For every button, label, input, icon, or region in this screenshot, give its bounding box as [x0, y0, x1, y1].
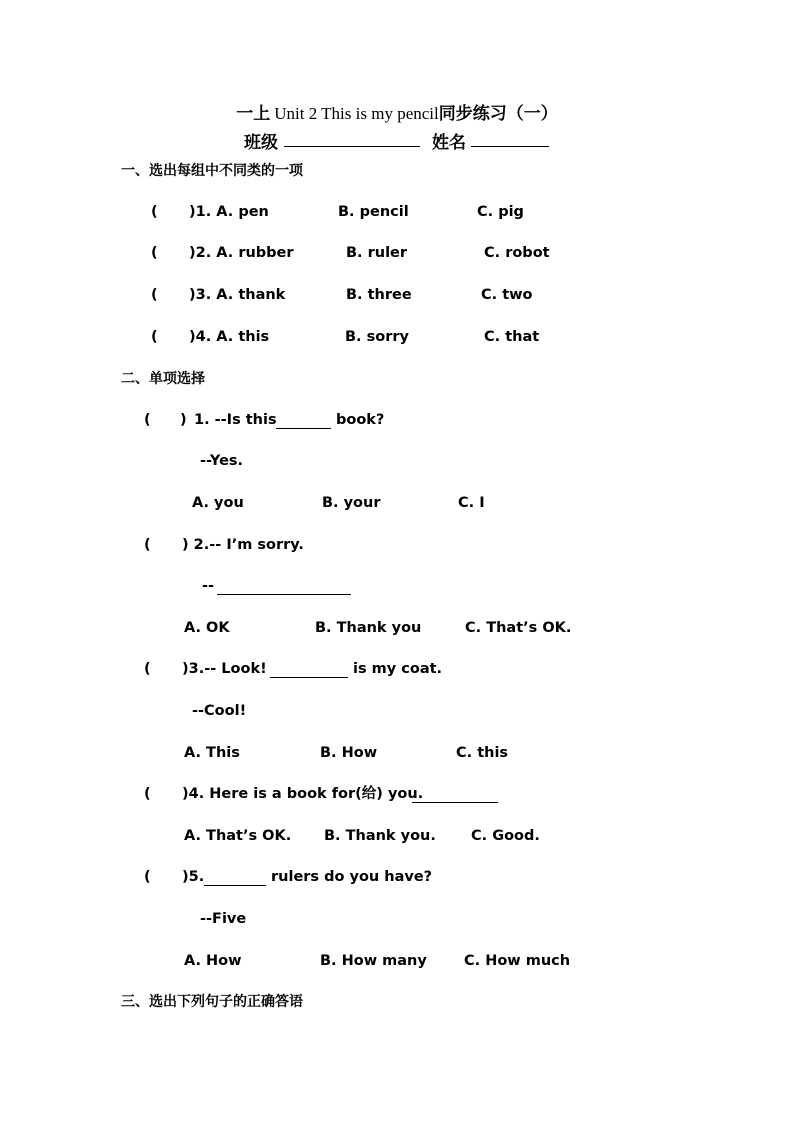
answer-paren: ( — [144, 537, 151, 553]
question-text-end: book? — [336, 412, 385, 428]
name-blank — [471, 146, 549, 147]
question-text: ) 2.-- I’m sorry. — [182, 537, 304, 553]
option-a: A. How — [184, 953, 242, 969]
title-prefix: 一上 — [236, 104, 271, 124]
option-a: )2. A. rubber — [189, 245, 294, 261]
option-c: C. Good. — [471, 828, 540, 844]
option-c: C. I — [458, 495, 485, 511]
question-text: )3.-- Look! — [182, 661, 267, 677]
option-b: B. How many — [320, 953, 427, 969]
answer-paren: ( — [151, 245, 158, 261]
answer-paren: ( — [144, 869, 151, 885]
question-text: 1. --Is this — [194, 412, 277, 428]
section2-heading: 二、单项选择 — [121, 371, 205, 387]
option-b: B. three — [346, 287, 412, 303]
question-text: )4. Here is a book for(给) you. — [182, 786, 424, 802]
option-a: )3. A. thank — [189, 287, 286, 303]
option-c: C. pig — [477, 204, 524, 220]
option-c: C. robot — [484, 245, 550, 261]
option-a: )4. A. this — [189, 329, 270, 345]
class-label: 班级 — [244, 133, 278, 153]
option-c: C. How much — [464, 953, 571, 969]
answer-paren: ( — [151, 204, 158, 220]
section3-heading: 三、选出下列句子的正确答语 — [121, 994, 303, 1010]
option-b: B. Thank you — [315, 620, 422, 636]
option-b: B. your — [322, 495, 381, 511]
option-c: C. That’s OK. — [465, 620, 572, 636]
option-a: A. That’s OK. — [184, 828, 292, 844]
answer-paren: ( — [151, 329, 158, 345]
name-label: 姓名 — [432, 133, 466, 153]
answer-blank — [217, 594, 351, 595]
reply-text: --Yes. — [200, 453, 244, 469]
answer-paren: ( — [144, 786, 151, 802]
option-b: B. sorry — [345, 329, 409, 345]
answer-blank — [276, 428, 331, 429]
class-blank — [284, 146, 420, 147]
question-text-end: is my coat. — [353, 661, 443, 677]
answer-blank — [412, 802, 498, 803]
option-a: )1. A. pen — [189, 204, 269, 220]
option-b: B. Thank you. — [324, 828, 436, 844]
answer-blank — [270, 677, 348, 678]
option-c: C. that — [484, 329, 540, 345]
option-a: A. OK — [184, 620, 230, 636]
option-a: A. This — [184, 745, 240, 761]
answer-paren-close: ) — [180, 412, 187, 428]
question-text: )5. — [182, 869, 205, 885]
reply-text: --Five — [200, 911, 247, 927]
title-main: Unit 2 This is my pencil — [274, 104, 439, 123]
reply-text: --Cool! — [192, 703, 247, 719]
answer-paren: ( — [151, 287, 158, 303]
option-c: C. this — [456, 745, 509, 761]
reply-text: -- — [202, 578, 215, 594]
worksheet-title — [0, 99, 794, 124]
option-b: B. pencil — [338, 204, 409, 220]
option-b: B. How — [320, 745, 378, 761]
option-a: A. you — [192, 495, 244, 511]
answer-paren: ( — [144, 661, 151, 677]
title-suffix: 同步练习（一） — [438, 104, 558, 124]
answer-blank — [204, 885, 266, 886]
section1-heading: 一、选出每组中不同类的一项 — [121, 163, 303, 179]
answer-paren: ( — [144, 412, 151, 428]
question-text-end: rulers do you have? — [271, 869, 433, 885]
option-b: B. ruler — [346, 245, 408, 261]
option-c: C. two — [481, 287, 533, 303]
